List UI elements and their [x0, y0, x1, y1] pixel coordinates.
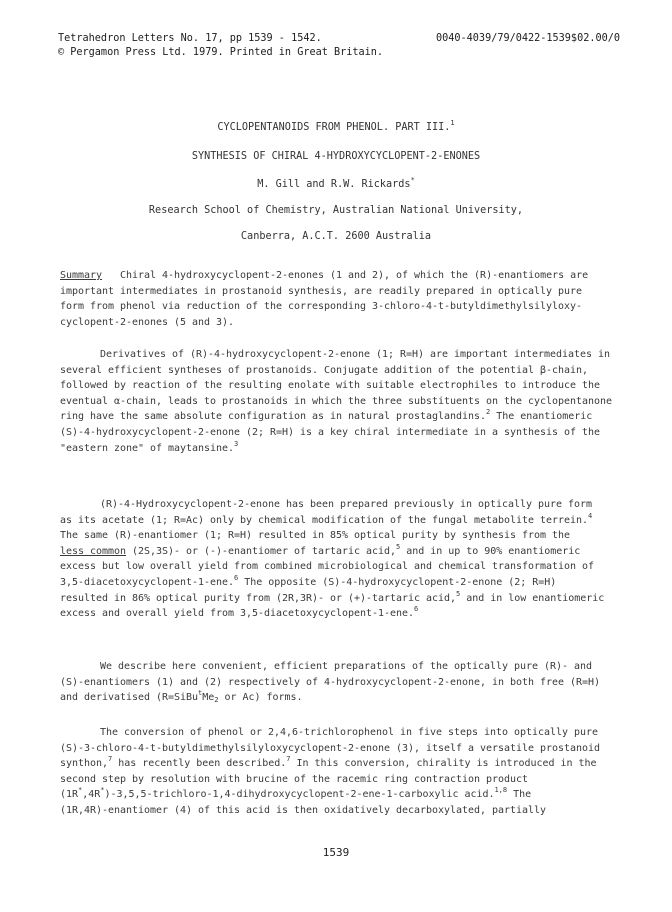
summary-line: cyclopent-2-enones (5 and 3).: [60, 316, 235, 328]
text-line: and in low enantiomeric: [460, 592, 605, 604]
body-paragraph-2: [60, 497, 620, 622]
authors: [0, 176, 672, 190]
footnote-ref: 4: [588, 511, 593, 520]
text-line: (S)-3-chloro-4-t-butyldimethylsilyloxycyclopent-2-enone (3), itself a versatile prostanoid: [60, 742, 601, 754]
footnote-ref: 6: [414, 605, 419, 614]
text-line: and derivatised (R=SiBu: [60, 692, 199, 704]
page-number: 1539: [322, 846, 350, 859]
address: Canberra, A.C.T. 2600 Australia: [240, 231, 432, 242]
summary-line: form from phenol via reduction of the corresponding 3-chloro-4-t-butyldimethylsilyloxy-: [60, 301, 583, 313]
footnote-ref: 6: [234, 573, 239, 582]
text-line: or Ac) forms.: [218, 692, 303, 704]
superscript: t: [198, 689, 203, 698]
text-line: several efficient syntheses of prostanoids. Conjugate addition of the potential β-chain,: [60, 364, 589, 376]
footnote-ref: 3: [234, 439, 239, 448]
text-line: "eastern zone" of maytansine.: [60, 442, 235, 454]
footnote-ref: 1,8: [494, 786, 508, 795]
text-line: synthon,: [60, 758, 109, 770]
body-paragraph-1: [60, 347, 620, 456]
paper-subtitle: SYNTHESIS OF CHIRAL 4-HYDROXYCYCLOPENT-2-ENONES: [191, 151, 481, 162]
underlined-text: less common: [60, 545, 127, 557]
text-line: (1R: [60, 789, 79, 801]
paper-title-text: CYCLOPENTANOIDS FROM PHENOL. PART III.: [217, 122, 451, 133]
body-paragraph-3: [60, 659, 620, 706]
copyright-line: © Pergamon Press Ltd. 1979. Printed in Great Britain.: [58, 47, 384, 58]
text-line: The opposite (S)-4-hydroxycyclopent-2-enone (2; R=H): [238, 576, 557, 588]
article-code: 0040-4039/79/0422-1539$02.00/0: [436, 33, 621, 44]
text-line: ,4R: [82, 789, 101, 801]
text-line: resulted in 86% optical purity from (2R,3R)- or (+)-tartaric acid,: [60, 592, 457, 604]
footnote-ref: 7: [108, 755, 113, 764]
superscript: *: [100, 786, 105, 795]
text-line: second step by resolution with brucine of the racemic ring contraction product: [60, 773, 529, 785]
affiliation: Research School of Chemistry, Australian National University,: [148, 205, 524, 216]
text-line: The conversion of phenol or 2,4,6-trichlorophenol in five steps into optically pure: [100, 727, 599, 738]
footnote-ref: 5: [396, 542, 401, 551]
summary-line: important intermediates in prostanoid synthesis, are readily prepared in optically pure: [60, 285, 583, 297]
summary-paragraph: [60, 268, 620, 330]
text-line: (2S,3S)- or (-)-enantiomer of tartaric acid,: [126, 545, 397, 557]
journal-citation: Tetrahedron Letters No. 17, pp 1539 - 1542.: [58, 33, 322, 44]
authors-text: M. Gill and R.W. Rickards: [257, 179, 411, 190]
text-line: (1R,4R)-enantiomer (4) of this acid is then oxidatively decarboxylated, partially: [60, 804, 547, 816]
text-line: and in up to 90% enantiomeric: [400, 545, 581, 557]
journal-header: [58, 32, 383, 60]
text-line: 3,5-diacetoxycyclopent-1-ene.: [60, 576, 235, 588]
subscript: 2: [214, 696, 219, 705]
text-line: In this conversion, chirality is introduced in the: [290, 758, 597, 770]
text-line: We describe here convenient, efficient preparations of the optically pure (R)- and: [100, 661, 593, 672]
text-line: as its acetate (1; R=Ac) only by chemical modification of the fungal metabolite terrein.: [60, 514, 589, 526]
superscript: *: [78, 786, 83, 795]
text-line: Derivatives of (R)-4-hydroxycyclopent-2-enone (1; R=H) are important intermediates in: [100, 349, 611, 360]
text-line: eventual α-chain, leads to prostanoids in which the three substituents on the cyclopentanone: [60, 395, 613, 407]
text-line: (S)-4-hydroxycyclopent-2-enone (2; R=H) is a key chiral intermediate in a synthesis of the: [60, 426, 601, 438]
title-footnote-ref: 1: [450, 119, 455, 127]
text-line: ring have the same absolute configuration as in natural prostaglandins.: [60, 411, 487, 423]
text-line: Me: [202, 692, 215, 704]
text-line: (S)-enantiomers (1) and (2) respectively of 4-hydroxycyclopent-2-enone, in both free (R=H): [60, 676, 601, 688]
paper-title: [0, 119, 672, 133]
footnote-ref: 7: [286, 755, 291, 764]
body-paragraph-4: [60, 725, 620, 819]
author-asterisk: *: [410, 176, 415, 184]
text-line: has recently been described.: [112, 758, 287, 770]
text-line: (R)-4-Hydroxycyclopent-2-enone has been prepared previously in optically pure form: [100, 499, 593, 510]
text-line: The same (R)-enantiomer (1; R=H) resulted in 85% optical purity by synthesis from the: [60, 530, 571, 542]
text-line: )-3,5,5-trichloro-1,4-dihydroxycyclopent-2-ene-1-carboxylic acid.: [104, 789, 495, 801]
summary-line: Chiral 4-hydroxycyclopent-2-enones (1 and 2), of which the (R)-enantiomers are: [120, 270, 589, 281]
text-line: The enantiomeric: [490, 411, 593, 423]
text-line: excess and overall yield from 3,5-diacetoxycyclopent-1-ene.: [60, 608, 415, 620]
footnote-ref: 5: [456, 589, 461, 598]
text-line: excess but low overall yield from combined microbiological and chemical transformation of: [60, 561, 595, 573]
text-line: followed by reaction of the resulting enolate with suitable electrophiles to introduce the: [60, 380, 601, 392]
summary-label: Summary: [60, 270, 103, 281]
text-line: The: [507, 789, 532, 801]
footnote-ref: 2: [486, 408, 491, 417]
